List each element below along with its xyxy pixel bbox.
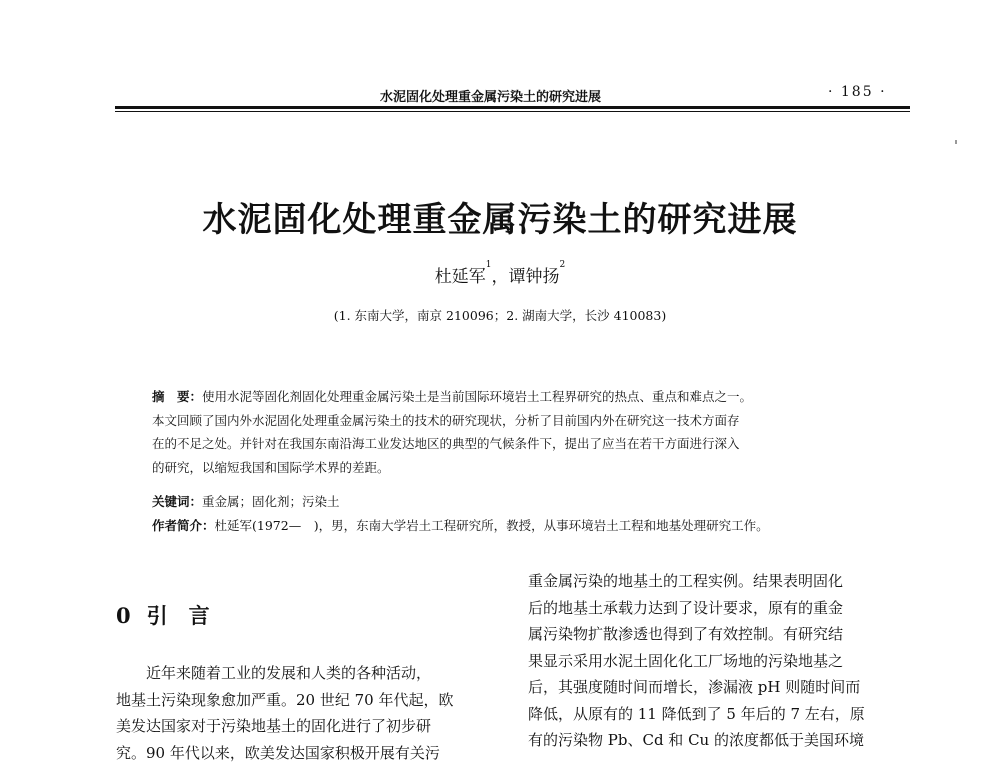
body-line: 后的地基土承载力达到了设计要求，原有的重金 [528,595,910,622]
left-column [116,660,496,766]
body-line: 究。90 年代以来，欧美发达国家积极开展有关污 [116,740,496,766]
abstract-line: 本文回顾了国内外水泥固化处理重金属污染土的技术的研究现状，分析了目前国内外在研究这一技术方面存 [152,409,892,433]
section-title: 引 言 [147,603,210,628]
body-line: 属污染物扩散渗透也得到了有效控制。有研究结 [528,621,910,648]
abstract-line: 在的不足之处。并针对在我国东南沿海工业发达地区的典型的气候条件下，提出了应当在若干方面进行深入 [152,432,892,456]
body-line: 果显示采用水泥土固化化工厂场地的污染地基之 [528,648,910,675]
abstract-text: 使用水泥等固化剂固化处理重金属污染土是当前国际环境岩土工程界研究的热点、重点和难点之一。 [202,389,752,404]
body-line: 有的污染物 Pb、Cd 和 Cu 的浓度都低于美国环境 [528,727,910,754]
author-name: 谭钟扬 [509,267,560,287]
affiliations: (1. 东南大学，南京 210096；2. 湖南大学，长沙 410083) [0,306,1000,324]
article-title: 水泥固化处理重金属污染土的研究进展 [0,192,1000,241]
abstract-line: 的研究，以缩短我国和国际学术界的差距。 [152,456,892,480]
header-rule-thin [115,111,910,112]
author-superscript: 2 [560,260,566,270]
scan-speck [955,140,957,144]
section-number: 0 [116,603,131,628]
right-column [528,568,910,754]
header-rule-thick [115,106,910,109]
keywords [152,492,340,510]
author-bio [152,516,769,534]
page-number: · 185 · [828,84,887,100]
abstract [152,385,892,479]
keywords-label: 关键词： [152,494,202,509]
body-line: 美发达国家对于污染地基土的固化进行了初步研 [116,713,496,740]
author-name: 杜延军 [435,267,486,287]
author-bio-label: 作者简介： [152,518,215,533]
authors [0,262,1000,287]
section-heading [116,600,210,630]
author-separator: ， [492,267,509,287]
body-line: 近年来随着工业的发展和人类的各种活动， [116,660,496,687]
body-line: 后，其强度随时间而增长，渗漏液 pH 则随时间而 [528,674,910,701]
body-line: 地基土污染现象愈加严重。20 世纪 70 年代起，欧 [116,687,496,714]
abstract-line [152,385,892,409]
running-header-title: 水泥固化处理重金属污染土的研究进展 [380,86,601,105]
body-line: 重金属污染的地基土的工程实例。结果表明固化 [528,568,910,595]
body-line: 降低，从原有的 11 降低到了 5 年后的 7 左右，原 [528,701,910,728]
author-bio-text: 杜延军(1972— )，男，东南大学岩土工程研究所，教授，从事环境岩土工程和地基处理研究工作。 [215,518,769,533]
author-superscript: 1 [486,260,492,270]
keywords-text: 重金属；固化剂；污染土 [202,494,340,509]
abstract-label: 摘 要： [152,389,202,404]
